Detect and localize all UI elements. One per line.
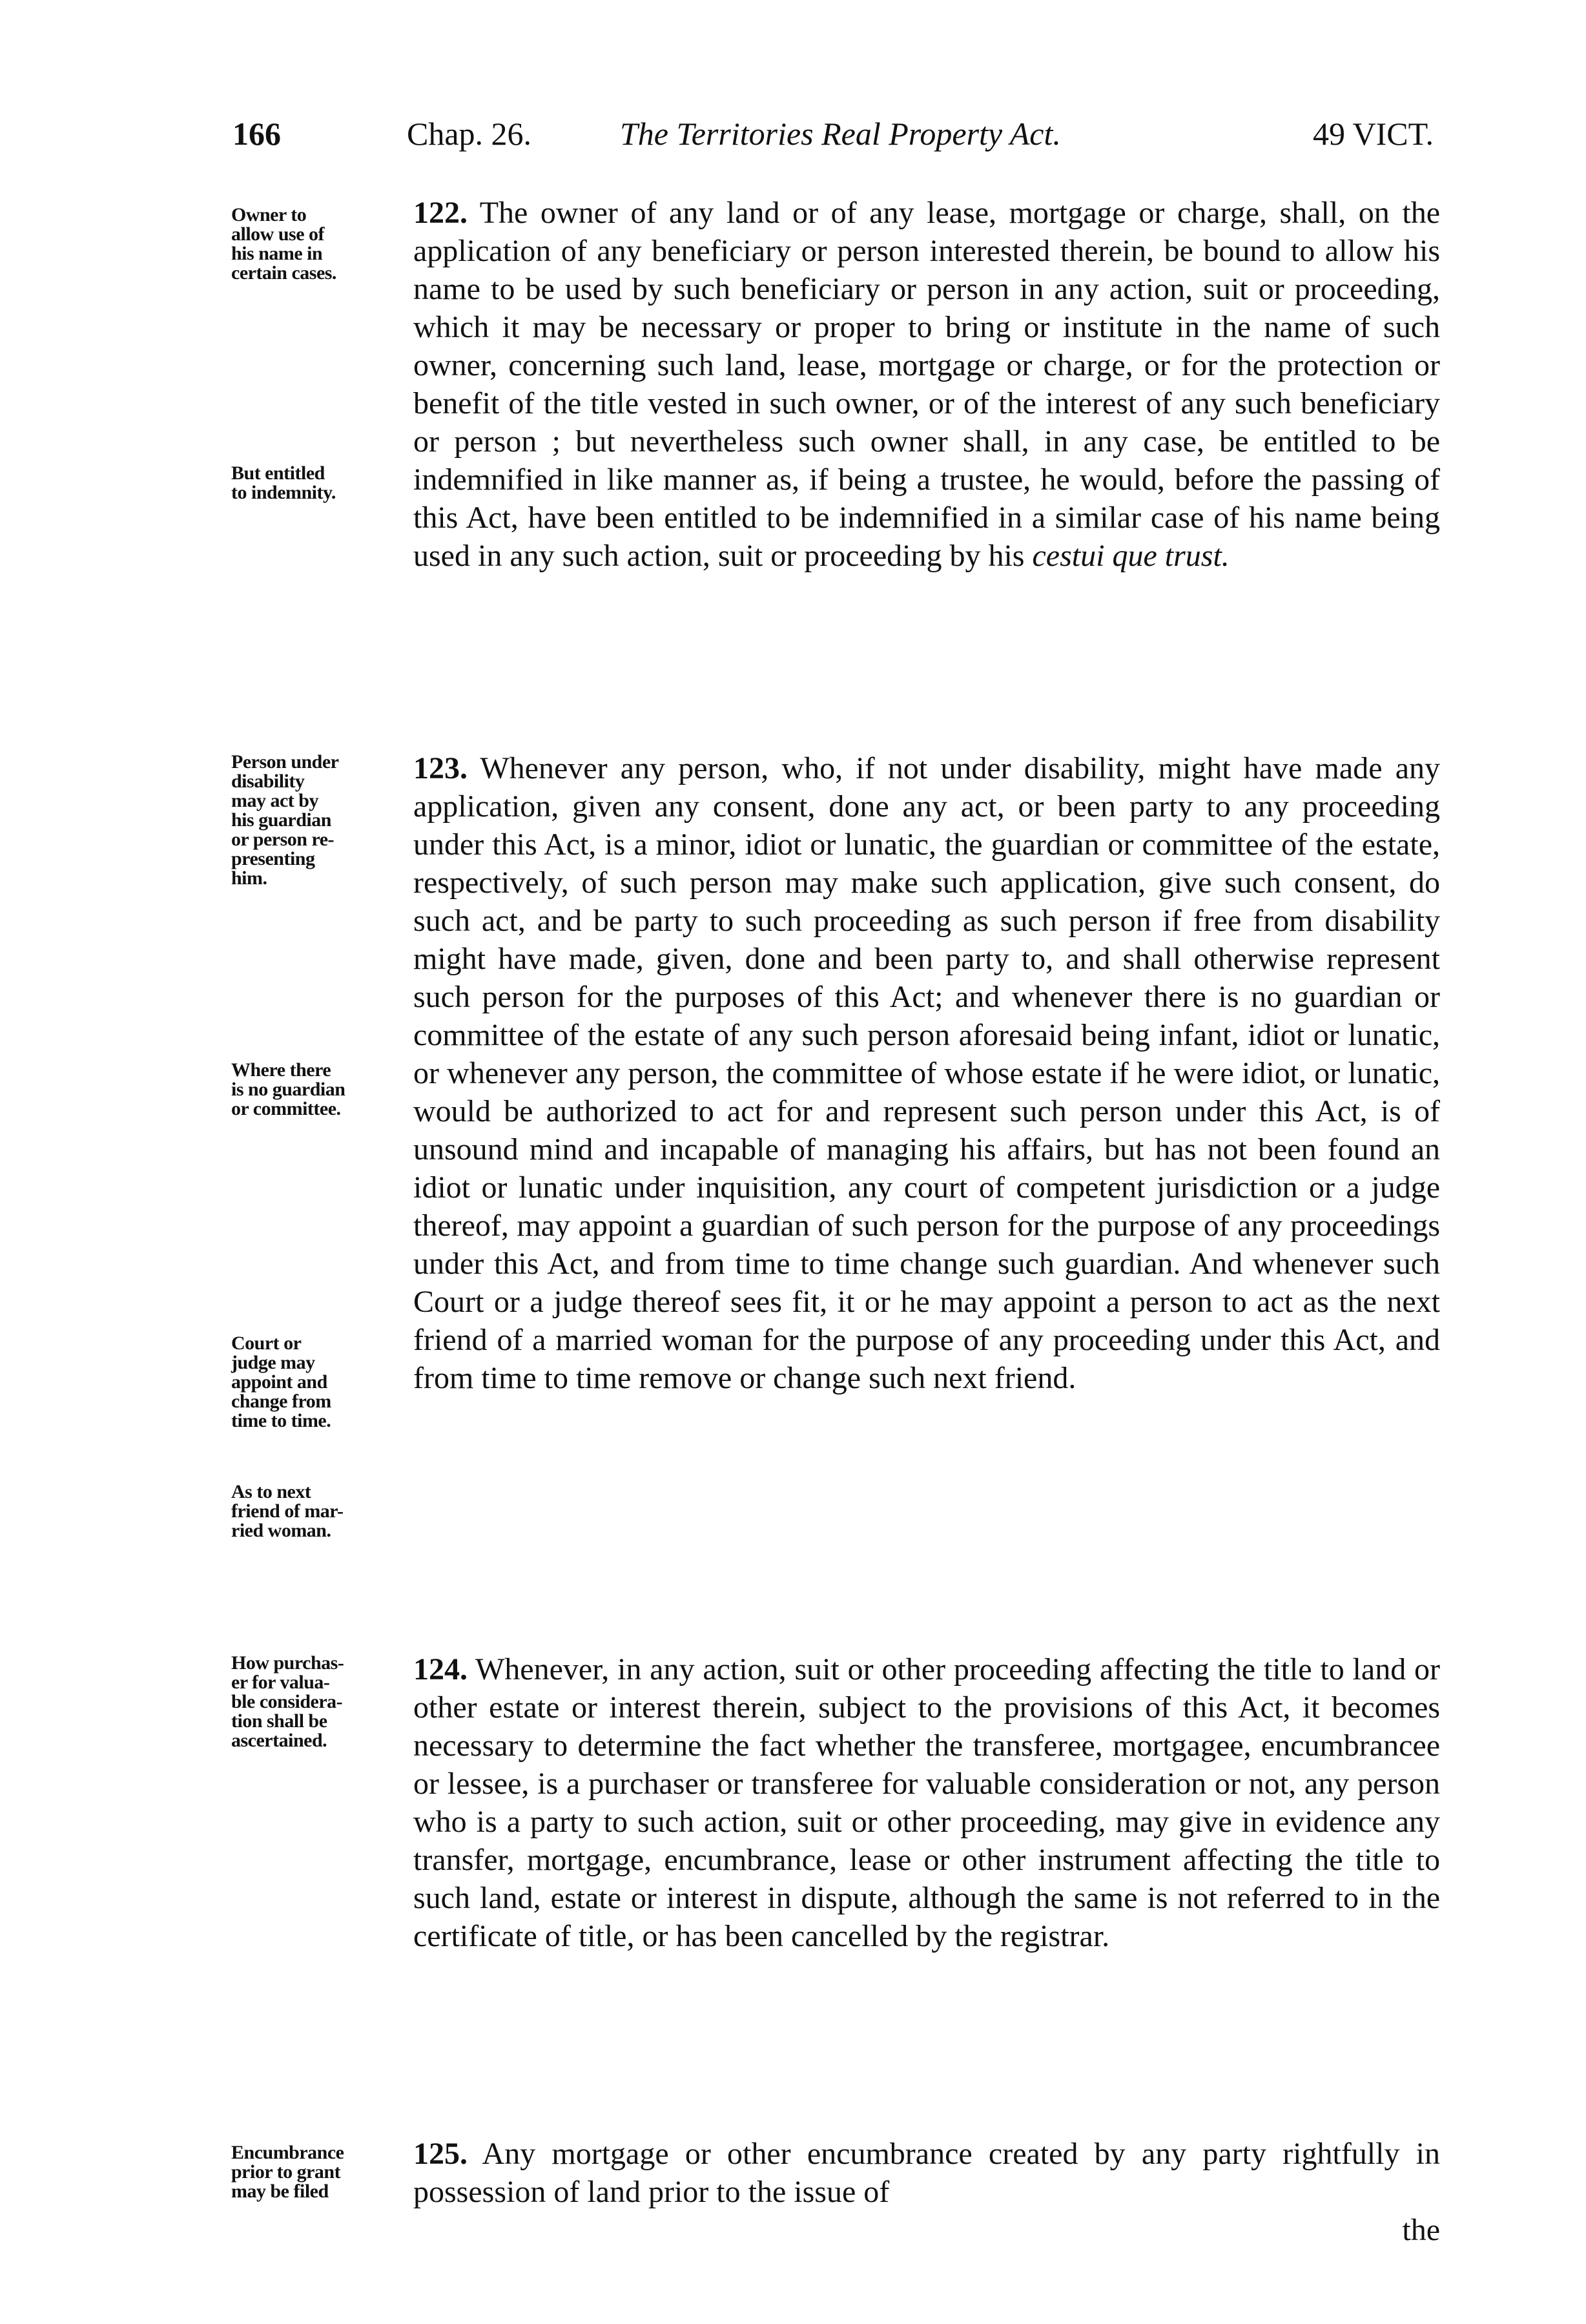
margin-note-line: change from bbox=[231, 1391, 331, 1412]
margin-note bbox=[231, 464, 406, 503]
margin-note-line: How purchas- bbox=[231, 1652, 344, 1674]
margin-note-line: may be filed bbox=[231, 2181, 329, 2202]
margin-note bbox=[231, 1482, 406, 1541]
margin-note bbox=[231, 1061, 406, 1119]
chapter-label: Chap. 26. bbox=[407, 116, 532, 152]
margin-note-line: tion shall be bbox=[231, 1710, 327, 1732]
margin-note bbox=[231, 205, 406, 283]
margin-note-line: may act by bbox=[231, 790, 318, 811]
margin-note-line: certain cases. bbox=[231, 262, 336, 284]
margin-note-line: disability bbox=[231, 771, 305, 792]
margin-note-line: Encumbrance bbox=[231, 2142, 344, 2163]
margin-note-line: is no guardian bbox=[231, 1079, 345, 1100]
section-text: Any mortgage or other encumbrance created by any party rightfully in possession of land prior to the issue of bbox=[413, 2137, 1440, 2209]
section-text: Whenever, in any action, suit or other proceeding affecting the title to land or other estate or interest therein, subject to the provisions of this Act, it becomes necessary to determine the fact whether the transferee, mortgagee, encumbrancee or lessee, is a purchaser or transferee for valuable consideration or not, any person who is a party to such action, suit or other proceeding, may give in evidence any transfer, mortgage, encumbrance, lease or other instrument affecting the title to such land, estate or interest in dispute, although the same is not referred to in the certificate of title, or has been cancelled by the registrar. bbox=[413, 1652, 1440, 1953]
margin-note-line: As to next bbox=[231, 1481, 311, 1502]
margin-note bbox=[231, 1334, 406, 1431]
section-number: 123. bbox=[413, 751, 468, 785]
act-title: The Territories Real Property Act. bbox=[620, 116, 1061, 152]
margin-note bbox=[231, 1654, 406, 1750]
margin-note-line: or committee. bbox=[231, 1098, 341, 1119]
margin-note-line: ascertained. bbox=[231, 1730, 327, 1751]
margin-note-line: ried woman. bbox=[231, 1520, 331, 1541]
margin-note-line: his guardian bbox=[231, 809, 331, 831]
margin-note-line: er for valua- bbox=[231, 1672, 330, 1693]
margin-note-line: Where there bbox=[231, 1059, 331, 1081]
section-number: 125. bbox=[413, 2137, 468, 2171]
margin-note-line: Person under bbox=[231, 751, 339, 773]
section-124 bbox=[413, 1650, 1440, 1955]
margin-note-line: time to time. bbox=[231, 1410, 331, 1431]
running-header bbox=[232, 115, 1434, 167]
margin-note-line: appoint and bbox=[231, 1371, 327, 1393]
margin-note bbox=[231, 2143, 406, 2201]
section-number: 122. bbox=[413, 196, 468, 230]
catchword: the bbox=[1402, 2213, 1440, 2247]
section-number: 124. bbox=[413, 1652, 468, 1686]
margin-note-line: allow use of bbox=[231, 223, 324, 245]
margin-note-line: judge may bbox=[231, 1352, 315, 1373]
section-text: Whenever any person, who, if not under disability, might have made any application, given any consent, done any act, or been party to any proceeding under this Act, is a minor, idiot or lunatic, the guardian or committee of the estate, respectively, of such person may make such application, give such consent, do such act, and be party to such proceeding as such person if free from disability might have made, given, done and been party to, and shall otherwise represent such person for the purposes of this Act; and whenever there is no guardian or committee of the estate of any such person aforesaid being infant, idiot or lunatic, or whenever any person, the committee of whose estate if he were idiot, or lunatic, would be authorized to act for and represent such person under this Act, is of unsound mind and incapable of managing his affairs, but has not been found an idiot or lunatic under inquisition, any court of competent jurisdiction or a judge thereof, may appoint a guardian of such person for the purpose of any proceedings under this Act, and from time to time change such guardian. And whenever such Court or a judge thereof sees fit, it or he may appoint a person to act as the next friend of a married woman for the purpose of any proceeding under this Act, and from time to time remove or change such next friend. bbox=[413, 751, 1441, 1395]
margin-note-line: his name in bbox=[231, 243, 323, 264]
margin-note-line: him. bbox=[231, 867, 267, 889]
section-125 bbox=[413, 2135, 1440, 2249]
margin-note-line: But entitled bbox=[231, 462, 325, 484]
section-123 bbox=[413, 749, 1440, 1397]
margin-note-line: prior to grant bbox=[231, 2161, 341, 2183]
margin-note-line: Owner to bbox=[231, 204, 307, 225]
page-number: 166 bbox=[232, 116, 281, 152]
section-italic-phrase: cestui que trust. bbox=[1032, 539, 1230, 573]
margin-note-line: or person re- bbox=[231, 829, 335, 850]
margin-note-line: Court or bbox=[231, 1333, 302, 1354]
regnal-year: 49 VICT. bbox=[1312, 116, 1434, 152]
margin-note-line: friend of mar- bbox=[231, 1500, 344, 1522]
section-text: The owner of any land or of any lease, mortgage or charge, shall, on the application of any beneficiary or person interested therein, be bound to allow his name to be used by such beneficiary or person in any action, suit or proceeding, which it may be necessary or proper to bring or institute in the name of such owner, concerning such land, lease, mortgage or charge, or for the protection or benefit of the title vested in such owner, or of the interest of any such beneficiary or person ; but nevertheless such owner shall, in any case, be entitled to be indemnified in like manner as, if being a trustee, he would, before the passing of this Act, have been entitled to be indemnified in a similar case of his name being used in any such action, suit or proceeding by his bbox=[413, 196, 1440, 573]
margin-note bbox=[231, 752, 406, 888]
margin-note-line: ble considera- bbox=[231, 1691, 343, 1712]
section-122 bbox=[413, 194, 1440, 575]
margin-note-line: to indemnity. bbox=[231, 482, 336, 503]
margin-note-line: presenting bbox=[231, 848, 315, 869]
